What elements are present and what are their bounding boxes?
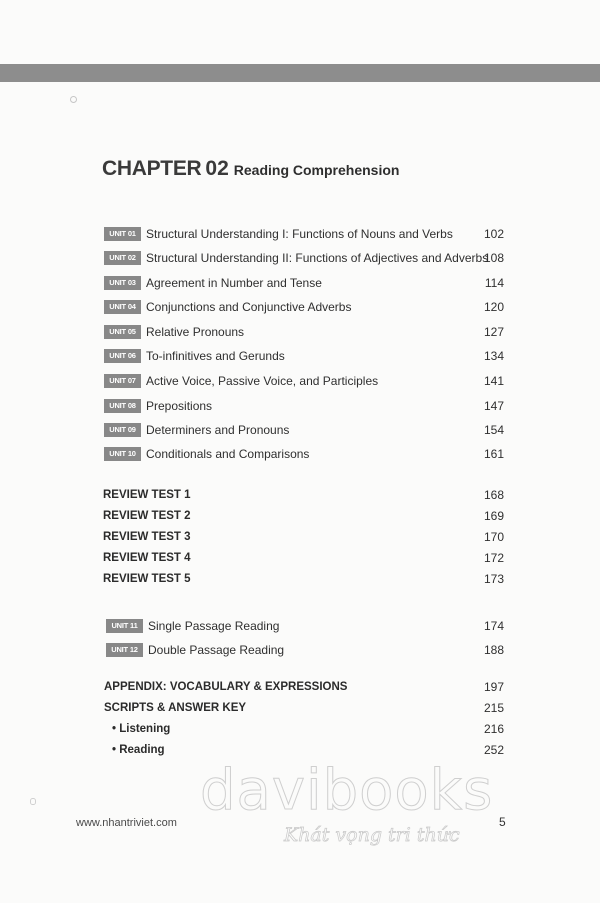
toc-unit-row[interactable]	[0, 249, 600, 267]
unit-title: Determiners and Pronouns	[146, 423, 290, 437]
chapter-title: Reading Comprehension	[233, 162, 400, 178]
unit-badge: UNIT 12	[106, 643, 143, 657]
appendix-title: APPENDIX: VOCABULARY & EXPRESSIONS	[104, 681, 348, 693]
unit-title: To-infinitives and Gerunds	[146, 349, 285, 363]
page-number: 188	[483, 643, 504, 657]
chapter-heading	[102, 157, 399, 181]
unit-title: Agreement in Number and Tense	[146, 276, 322, 290]
page-number: 147	[483, 399, 504, 413]
toc-appendix-row[interactable]	[0, 741, 600, 759]
toc-review-row[interactable]	[0, 570, 600, 588]
unit-title: Active Voice, Passive Voice, and Participles	[146, 374, 379, 388]
watermark	[200, 758, 500, 858]
toc-unit-row[interactable]	[0, 323, 600, 341]
unit-title: Conditionals and Comparisons	[146, 447, 310, 461]
toc-unit-row[interactable]	[0, 641, 600, 659]
reading-title: • Reading	[112, 744, 165, 756]
unit-title: Double Passage Reading	[148, 643, 285, 657]
page-number: 169	[483, 509, 504, 523]
page-number: 161	[483, 447, 504, 461]
scan-mark	[70, 96, 77, 103]
page-number: 102	[483, 227, 504, 241]
unit-title: Relative Pronouns	[146, 325, 245, 339]
page-number: 216	[483, 722, 504, 736]
toc-appendix-row[interactable]	[0, 720, 600, 738]
page-number: 197	[483, 680, 504, 694]
toc-unit-row[interactable]	[0, 347, 600, 365]
unit-badge: UNIT 09	[104, 423, 141, 437]
page-number: 168	[483, 488, 504, 502]
toc-unit-row[interactable]	[0, 445, 600, 463]
page-number: 127	[483, 325, 504, 339]
top-gray-band	[0, 64, 600, 82]
unit-badge: UNIT 11	[106, 619, 143, 633]
unit-badge: UNIT 06	[104, 349, 141, 363]
page-number: 215	[483, 701, 504, 715]
unit-title: Structural Understanding I: Functions of Nouns and Verbs	[146, 227, 453, 241]
chapter-number: 02	[205, 157, 229, 180]
unit-badge: UNIT 05	[104, 325, 141, 339]
toc-review-row[interactable]	[0, 486, 600, 504]
unit-badge: UNIT 10	[104, 447, 141, 461]
watermark-slogan: Khát vọng tri thức	[284, 824, 460, 846]
footer-page-number: 5	[499, 815, 506, 829]
toc-review-row[interactable]	[0, 549, 600, 567]
page-number: 173	[483, 572, 504, 586]
toc-unit-row[interactable]	[0, 298, 600, 316]
unit-badge: UNIT 01	[104, 227, 141, 241]
watermark-brand: davibooks	[200, 758, 494, 823]
page-number: 120	[483, 300, 504, 314]
page-number: 170	[483, 530, 504, 544]
page-number: 108	[483, 251, 504, 265]
unit-badge: UNIT 08	[104, 399, 141, 413]
toc-review-row[interactable]	[0, 507, 600, 525]
toc-unit-row[interactable]	[0, 421, 600, 439]
listening-title: • Listening	[112, 723, 171, 735]
toc-unit-row[interactable]	[0, 617, 600, 635]
unit-badge: UNIT 02	[104, 251, 141, 265]
scan-mark	[30, 798, 36, 805]
page-number: 252	[483, 743, 504, 757]
toc-appendix-row[interactable]	[0, 678, 600, 696]
review-test-title: REVIEW TEST 4	[103, 552, 191, 564]
toc-unit-row[interactable]	[0, 397, 600, 415]
page-number: 114	[484, 276, 504, 290]
unit-title: Single Passage Reading	[148, 619, 280, 633]
footer-website-link[interactable]: www.nhantriviet.com	[76, 817, 177, 829]
unit-title: Conjunctions and Conjunctive Adverbs	[146, 300, 352, 314]
review-test-title: REVIEW TEST 3	[103, 531, 191, 543]
review-test-title: REVIEW TEST 5	[103, 573, 191, 585]
scripts-title: SCRIPTS & ANSWER KEY	[104, 702, 247, 714]
toc-unit-row[interactable]	[0, 225, 600, 243]
toc-unit-row[interactable]	[0, 372, 600, 390]
page-number: 141	[483, 374, 504, 388]
review-test-title: REVIEW TEST 2	[103, 510, 191, 522]
toc-appendix-row[interactable]	[0, 699, 600, 717]
chapter-word: CHAPTER	[102, 157, 202, 180]
toc-review-row[interactable]	[0, 528, 600, 546]
page-number: 174	[483, 619, 504, 633]
page-number: 172	[483, 551, 504, 565]
unit-title: Prepositions	[146, 399, 213, 413]
page-number: 154	[483, 423, 504, 437]
unit-badge: UNIT 03	[104, 276, 141, 290]
page-number: 134	[483, 349, 504, 363]
unit-title: Structural Understanding II: Functions of Adjectives and Adverbs	[146, 251, 489, 265]
toc-unit-row[interactable]	[0, 274, 600, 292]
unit-badge: UNIT 04	[104, 300, 141, 314]
unit-badge: UNIT 07	[104, 374, 141, 388]
review-test-title: REVIEW TEST 1	[103, 489, 191, 501]
